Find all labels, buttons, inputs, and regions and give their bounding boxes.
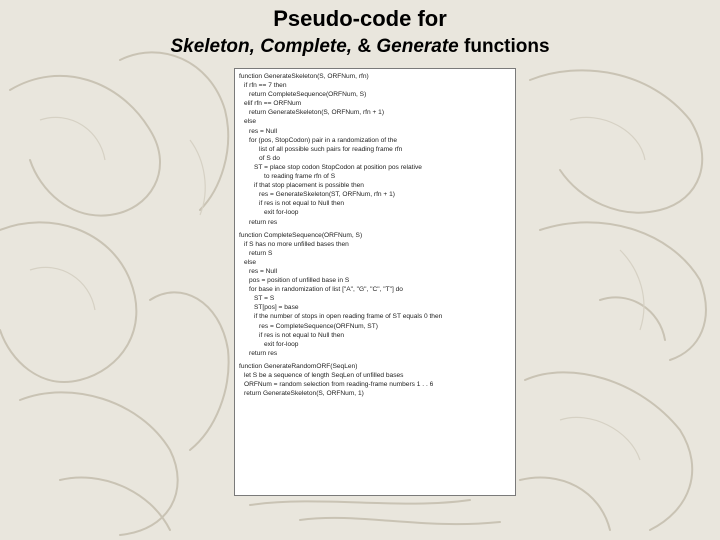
slide-title-line-2 xyxy=(0,36,720,58)
code-line: res = Null xyxy=(249,127,278,135)
code-line: return GenerateSkeleton(S, ORFNum, rfn + 1) xyxy=(249,109,385,117)
code-line: for (pos, StopCodon) pair in a randomization of the xyxy=(249,136,398,144)
title-skeleton: Skeleton, xyxy=(170,36,255,57)
title-functions: functions xyxy=(464,36,550,57)
code-line: return res xyxy=(249,218,278,226)
code-line: function GenerateSkeleton(S, ORFNum, rfn) xyxy=(239,73,369,80)
title-ampersand: & xyxy=(357,36,372,57)
title-generate: Generate xyxy=(376,36,459,57)
complete-sequence-block xyxy=(239,231,511,358)
code-line: if that stop placement is possible then xyxy=(254,182,364,190)
code-line: else xyxy=(244,118,257,126)
slide-title-line-1: Pseudo-code for xyxy=(273,6,447,31)
code-line: res = CompleteSequence(ORFNum, ST) xyxy=(259,322,378,330)
code-line: res = Null xyxy=(249,267,278,275)
code-line: return S xyxy=(249,249,273,257)
code-line: function GenerateRandomORF(SeqLen) xyxy=(239,362,358,370)
code-line: if the number of stops in open reading frame of ST equals 0 then xyxy=(254,313,443,321)
code-line: return GenerateSkeleton(S, ORFNum, 1) xyxy=(244,390,364,398)
code-line: res = GenerateSkeleton(ST, ORFNum, rfn + 1) xyxy=(259,191,395,199)
code-line: of S do xyxy=(259,154,280,162)
code-line: list of all possible such pairs for reading frame rfn xyxy=(259,145,403,153)
code-line: ST[pos] = base xyxy=(254,304,299,312)
code-line: let S be a sequence of length SeqLen of unfilled bases xyxy=(244,372,404,379)
code-line: ST = S xyxy=(254,295,275,303)
code-line: return res xyxy=(249,349,278,357)
title-complete: Complete, xyxy=(260,36,353,57)
code-line: else xyxy=(244,258,257,266)
generate-skeleton-block xyxy=(239,72,511,227)
code-line: return CompleteSequence(ORFNum, S) xyxy=(249,91,367,99)
code-line: pos = position of unfilled base in S xyxy=(249,277,350,285)
code-line: exit for-loop xyxy=(264,209,299,217)
code-line: if res is not equal to Null then xyxy=(259,200,345,208)
code-line: if rfn == 7 then xyxy=(244,82,287,90)
generate-random-orf-block xyxy=(239,362,511,398)
pseudo-code-box xyxy=(234,68,516,496)
code-line: if res is not equal to Null then xyxy=(259,331,345,339)
code-line: elif rfn == ORFNum xyxy=(244,100,302,108)
code-line: to reading frame rfn of S xyxy=(264,173,336,181)
code-line: ORFNum = random selection from reading-frame numbers 1 . . 6 xyxy=(244,381,434,389)
code-line: for base in randomization of list ["A", "G", "C", "T"] do xyxy=(249,286,403,294)
code-line: if S has no more unfilled bases then xyxy=(244,240,349,248)
code-line: function CompleteSequence(ORFNum, S) xyxy=(239,231,363,239)
code-line: exit for-loop xyxy=(264,340,299,348)
code-line: ST = place stop codon StopCodon at position pos relative xyxy=(254,163,422,171)
